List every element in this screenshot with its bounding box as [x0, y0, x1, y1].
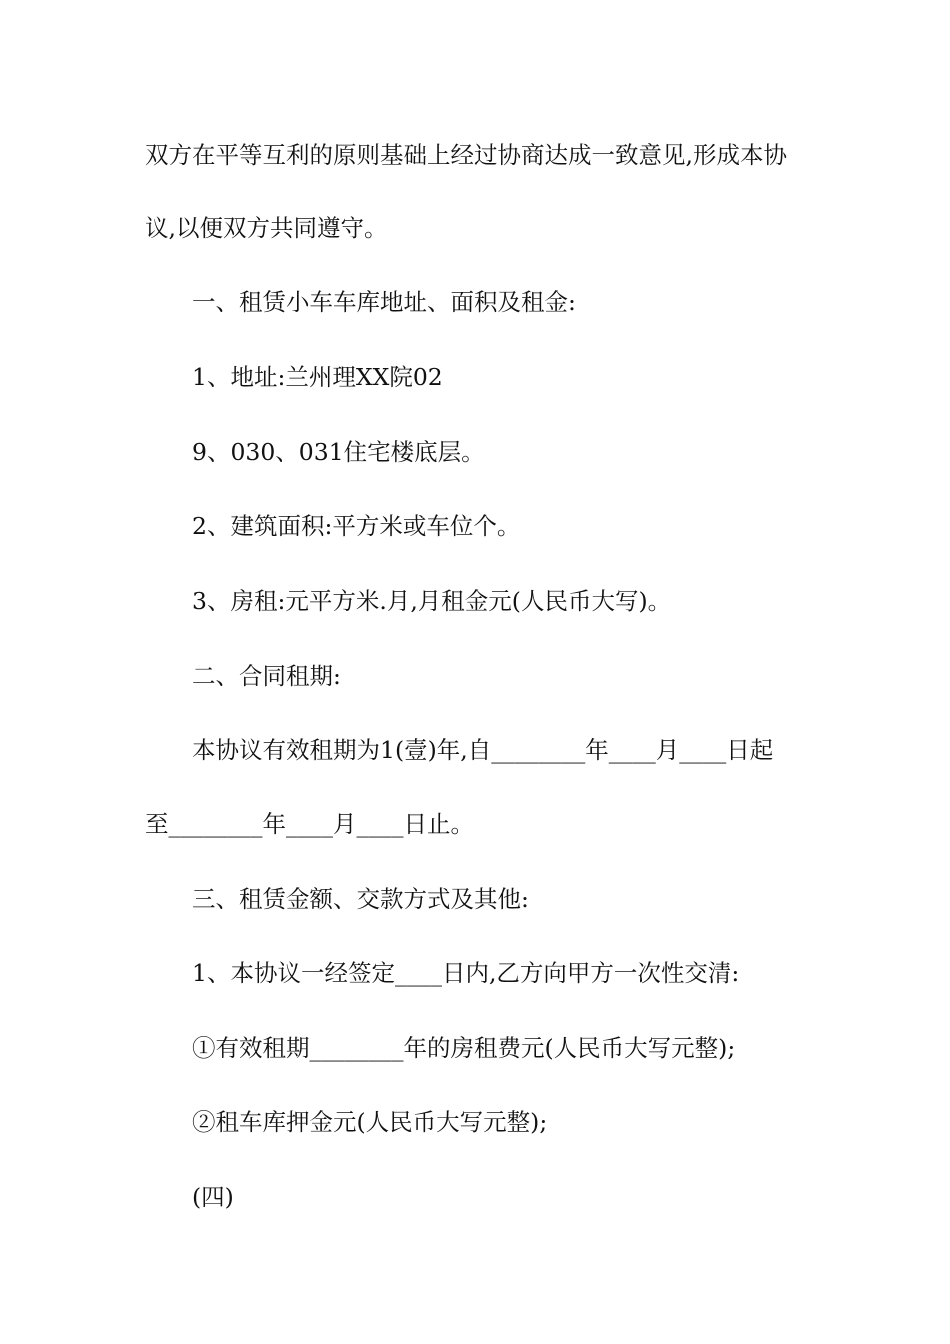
deposit-line: ②租车库押金元(人民币大写元整);: [192, 1108, 548, 1136]
address-continuation-line: 9、030、031住宅楼底层。: [192, 438, 485, 466]
term-line: 本协议有效租期为1(壹)年,自________年____月____日起: [192, 736, 774, 764]
section-heading-1: 一、租赁小车车库地址、面积及租金:: [192, 288, 576, 316]
address-line: 1、地址:兰州理XX院02: [192, 363, 443, 391]
rent-fee-line: ①有效租期________年的房租费元(人民币大写元整);: [192, 1034, 736, 1062]
payment-line: 1、本协议一经签定____日内,乙方向甲方一次性交清:: [192, 959, 740, 987]
term-continuation-line: 至________年____月____日止。: [145, 810, 474, 838]
rent-line: 3、房租:元平方米.月,月租金元(人民币大写)。: [192, 587, 672, 615]
section-marker: (四): [192, 1183, 234, 1211]
section-heading-3: 三、租赁金额、交款方式及其他:: [192, 885, 529, 913]
paragraph-line-2: 议,以便双方共同遵守。: [145, 214, 388, 242]
area-line: 2、建筑面积:平方米或车位个。: [192, 512, 521, 540]
paragraph-line-1: 双方在平等互利的原则基础上经过协商达成一致意见,形成本协: [145, 141, 787, 169]
section-heading-2: 二、合同租期:: [192, 662, 341, 690]
